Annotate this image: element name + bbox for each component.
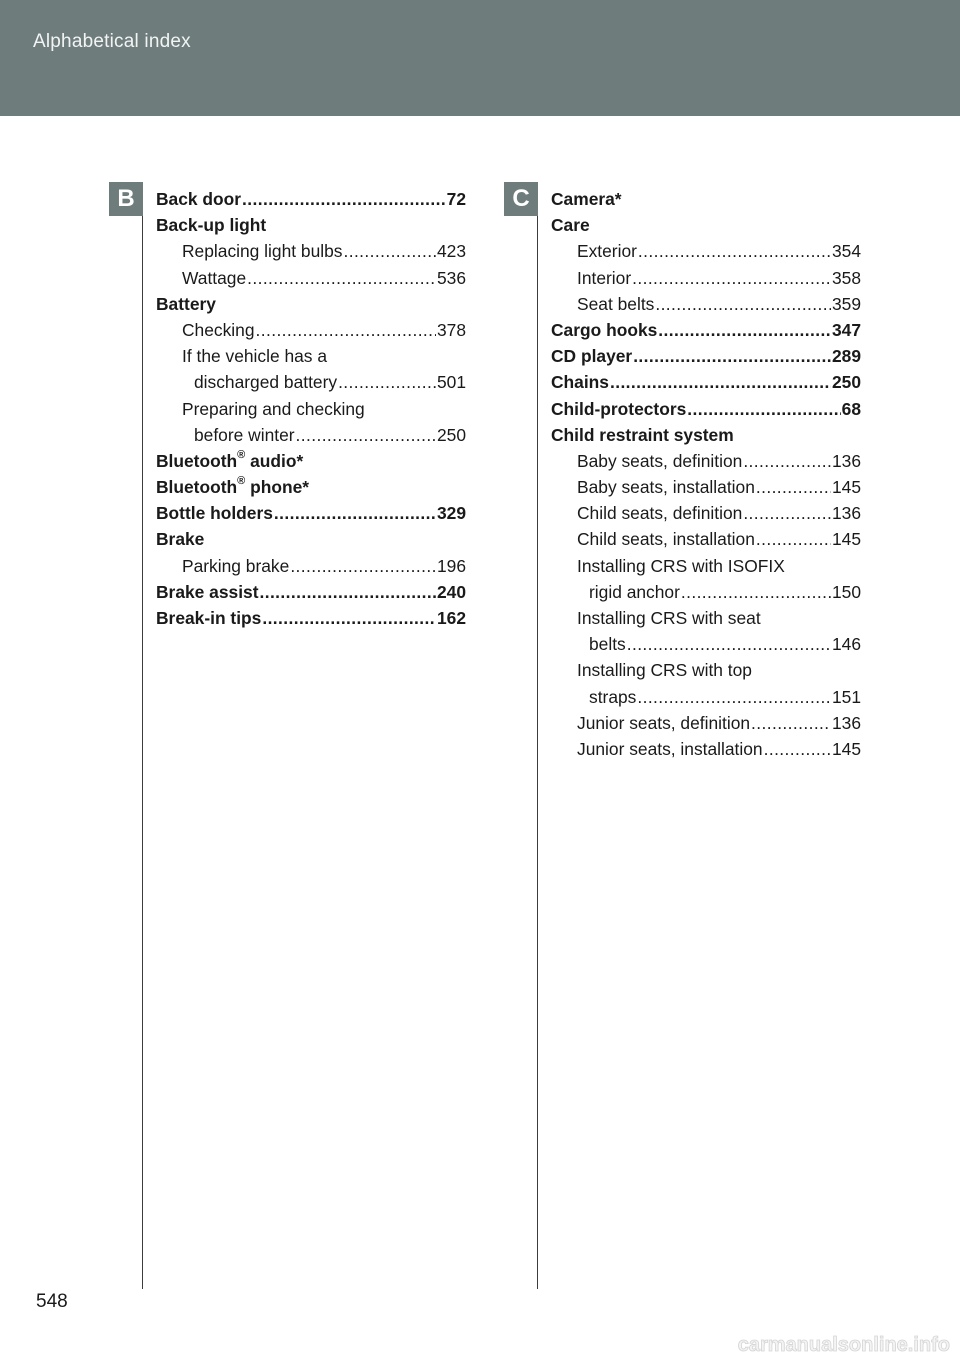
- page-reference: 145: [831, 529, 861, 550]
- index-entry: [551, 500, 861, 526]
- page-reference: 136: [831, 712, 861, 733]
- index-term-text: Chains: [551, 372, 609, 393]
- page-reference: 501: [436, 372, 466, 393]
- index-entry: [156, 186, 466, 212]
- index-term: [551, 422, 734, 448]
- index-entry: [551, 317, 861, 343]
- index-term: [182, 317, 255, 343]
- index-entry: [156, 265, 466, 291]
- index-term-text: Junior seats, installation: [577, 738, 763, 759]
- dot-leader: [632, 265, 831, 291]
- index-term: [577, 238, 637, 264]
- page-reference: 289: [831, 346, 861, 367]
- index-term: [182, 396, 365, 422]
- dot-leader: [658, 317, 831, 343]
- index-term-text: Break-in tips: [156, 608, 262, 628]
- index-term-text: Exterior: [577, 241, 637, 262]
- index-term: [589, 579, 680, 605]
- index-term: [156, 448, 303, 474]
- section-letter-tab-b: B: [109, 182, 143, 216]
- index-entry: [156, 474, 466, 500]
- index-term: [156, 500, 273, 526]
- index-term: [551, 343, 632, 369]
- index-term-text: rigid anchor: [589, 581, 680, 602]
- dot-leader: [242, 186, 446, 212]
- index-entry: [551, 710, 861, 736]
- index-entry: [551, 736, 861, 762]
- dot-leader: [681, 579, 831, 605]
- page-reference: 151: [831, 686, 861, 707]
- index-entry: [551, 657, 861, 683]
- index-term-text: Back-up light: [156, 215, 267, 236]
- index-term: [577, 605, 761, 631]
- watermark-text: carmanualsonline.info: [737, 1334, 950, 1356]
- page-reference: 162: [436, 608, 466, 628]
- index-term-text: Baby seats, installation: [577, 477, 755, 498]
- index-term: [577, 265, 631, 291]
- page-reference: 536: [436, 267, 466, 288]
- index-term-text: Bluetooth: [156, 450, 238, 471]
- dot-leader: [343, 238, 436, 264]
- dot-leader: [764, 736, 831, 762]
- page-reference: 240: [436, 581, 466, 602]
- index-entry: [551, 265, 861, 291]
- dot-leader: [633, 343, 831, 369]
- index-entry: [551, 474, 861, 500]
- index-term: [156, 526, 204, 552]
- index-term-text: Seat belts: [577, 293, 655, 314]
- index-term-text: Cargo hooks: [551, 319, 658, 340]
- index-entry: [551, 579, 861, 605]
- page-reference: 150: [831, 581, 861, 602]
- index-term-text: Child seats, installation: [577, 529, 755, 550]
- index-term-text: Installing CRS with seat: [577, 608, 761, 628]
- index-term-text: CD player: [551, 346, 633, 367]
- section-letter-tab-c: C: [504, 182, 538, 216]
- page-reference: 68: [841, 398, 861, 419]
- index-term: [156, 186, 241, 212]
- index-term: [577, 500, 742, 526]
- dot-leader: [743, 448, 831, 474]
- index-term-text: Bluetooth: [156, 477, 238, 498]
- index-term-text: before winter: [194, 424, 295, 445]
- index-entry: [156, 291, 466, 317]
- index-term-text: Parking brake: [182, 555, 290, 576]
- dot-leader: [756, 474, 831, 500]
- index-term: [551, 186, 622, 212]
- index-term-text: Child restraint system: [551, 424, 734, 445]
- index-term: [577, 553, 785, 579]
- index-term: [182, 238, 342, 264]
- index-term-text: Checking: [182, 319, 255, 340]
- dot-leader: [610, 369, 831, 395]
- index-entry: [156, 553, 466, 579]
- index-entry: [156, 605, 466, 631]
- index-term: [182, 343, 327, 369]
- page-reference: 359: [831, 293, 861, 314]
- index-entry: [551, 369, 861, 395]
- index-entry: [551, 605, 861, 631]
- index-entry: [551, 684, 861, 710]
- index-entry: [156, 396, 466, 422]
- dot-leader: [259, 579, 436, 605]
- index-term-text: Back door: [156, 189, 242, 209]
- index-term-text: Care: [551, 215, 590, 236]
- index-term: [156, 605, 261, 631]
- page-reference: 329: [436, 503, 466, 524]
- dot-leader: [290, 553, 436, 579]
- page-reference: 358: [831, 267, 861, 288]
- dot-leader: [247, 265, 436, 291]
- dot-leader: [655, 291, 831, 317]
- index-term-text: If the vehicle has a: [182, 346, 328, 367]
- index-entry: [551, 186, 861, 212]
- index-term-text: Child-protectors: [551, 398, 687, 419]
- page-reference: 136: [831, 503, 861, 524]
- index-entry: [551, 238, 861, 264]
- page-reference: 72: [446, 189, 466, 209]
- index-entry: [156, 212, 466, 238]
- page-reference: 378: [436, 319, 466, 340]
- registered-mark: ®: [237, 475, 246, 488]
- dot-leader: [256, 317, 436, 343]
- dot-leader: [687, 396, 840, 422]
- index-entry: [156, 343, 466, 369]
- index-term: [551, 212, 590, 238]
- index-term: [182, 553, 289, 579]
- page-reference: 136: [831, 450, 861, 471]
- index-term: [577, 736, 763, 762]
- index-term: [577, 657, 752, 683]
- index-entry: [156, 317, 466, 343]
- page-reference: 146: [831, 634, 861, 655]
- index-entry: [551, 553, 861, 579]
- index-entry: [156, 579, 466, 605]
- dot-leader: [262, 605, 436, 631]
- index-term: [551, 317, 657, 343]
- index-entry: [551, 631, 861, 657]
- index-term-text: Preparing and checking: [182, 398, 365, 419]
- index-term: [551, 396, 686, 422]
- index-term: [194, 369, 337, 395]
- registered-mark: ®: [237, 448, 246, 461]
- index-term-text: Camera*: [551, 189, 622, 209]
- index-entry: [156, 238, 466, 264]
- index-entry: [551, 448, 861, 474]
- index-term-suffix: phone*: [245, 477, 310, 498]
- dot-leader: [274, 500, 436, 526]
- page-number: 548: [36, 1291, 68, 1312]
- index-term-text: Battery: [156, 293, 216, 314]
- index-entry: [551, 291, 861, 317]
- page-reference: 196: [436, 555, 466, 576]
- index-entry: [156, 526, 466, 552]
- index-term: [577, 291, 654, 317]
- index-term: [577, 448, 742, 474]
- index-entry: [551, 212, 861, 238]
- index-term: [589, 684, 636, 710]
- index-column-b: [156, 186, 466, 631]
- index-term-text: Replacing light bulbs: [182, 241, 343, 262]
- index-entry: [156, 369, 466, 395]
- index-term-text: Baby seats, definition: [577, 450, 743, 471]
- page-reference: 347: [831, 319, 861, 340]
- index-term-text: Wattage: [182, 267, 247, 288]
- index-entry: [156, 500, 466, 526]
- index-column-c: [551, 186, 861, 762]
- page-header: [0, 0, 960, 116]
- page-reference: 250: [831, 372, 861, 393]
- index-term: [182, 265, 246, 291]
- dot-leader: [638, 238, 831, 264]
- index-term-text: Installing CRS with ISOFIX: [577, 555, 785, 576]
- index-entry: [551, 343, 861, 369]
- watermark-logo: [592, 1332, 952, 1358]
- dot-leader: [338, 369, 436, 395]
- index-term-suffix: audio*: [245, 450, 304, 471]
- index-term: [589, 631, 626, 657]
- dot-leader: [751, 710, 831, 736]
- index-entry: [551, 396, 861, 422]
- dot-leader: [637, 684, 831, 710]
- dot-leader: [627, 631, 831, 657]
- page-reference: 145: [831, 477, 861, 498]
- page-reference: 145: [831, 738, 861, 759]
- index-term-text: Child seats, definition: [577, 503, 743, 524]
- column-divider-left: [142, 182, 143, 1289]
- index-term-text: Brake assist: [156, 581, 259, 602]
- page-reference: 354: [831, 241, 861, 262]
- page-reference: 250: [436, 424, 466, 445]
- index-term: [156, 291, 216, 317]
- index-term-text: Junior seats, definition: [577, 712, 751, 733]
- dot-leader: [743, 500, 831, 526]
- index-entry: [551, 526, 861, 552]
- dot-leader: [756, 526, 831, 552]
- index-term: [577, 474, 755, 500]
- index-term-text: belts: [589, 634, 626, 655]
- index-term: [156, 474, 309, 500]
- index-term-text: Installing CRS with top: [577, 660, 752, 681]
- index-term-text: discharged battery: [194, 372, 338, 393]
- watermark: [592, 1332, 952, 1358]
- column-divider-right: [537, 182, 538, 1289]
- index-term-text: Bottle holders: [156, 503, 273, 524]
- page-reference: 423: [436, 241, 466, 262]
- header-title: Alphabetical index: [33, 31, 191, 52]
- index-term-text: Interior: [577, 267, 632, 288]
- index-term: [194, 422, 295, 448]
- index-entry: [156, 448, 466, 474]
- index-term-text: Brake: [156, 529, 205, 550]
- index-term: [551, 369, 609, 395]
- index-term: [156, 212, 266, 238]
- index-term: [577, 526, 755, 552]
- dot-leader: [296, 422, 436, 448]
- index-entry: [551, 422, 861, 448]
- index-term: [577, 710, 750, 736]
- index-term: [156, 579, 258, 605]
- index-term-text: straps: [589, 686, 637, 707]
- index-entry: [156, 422, 466, 448]
